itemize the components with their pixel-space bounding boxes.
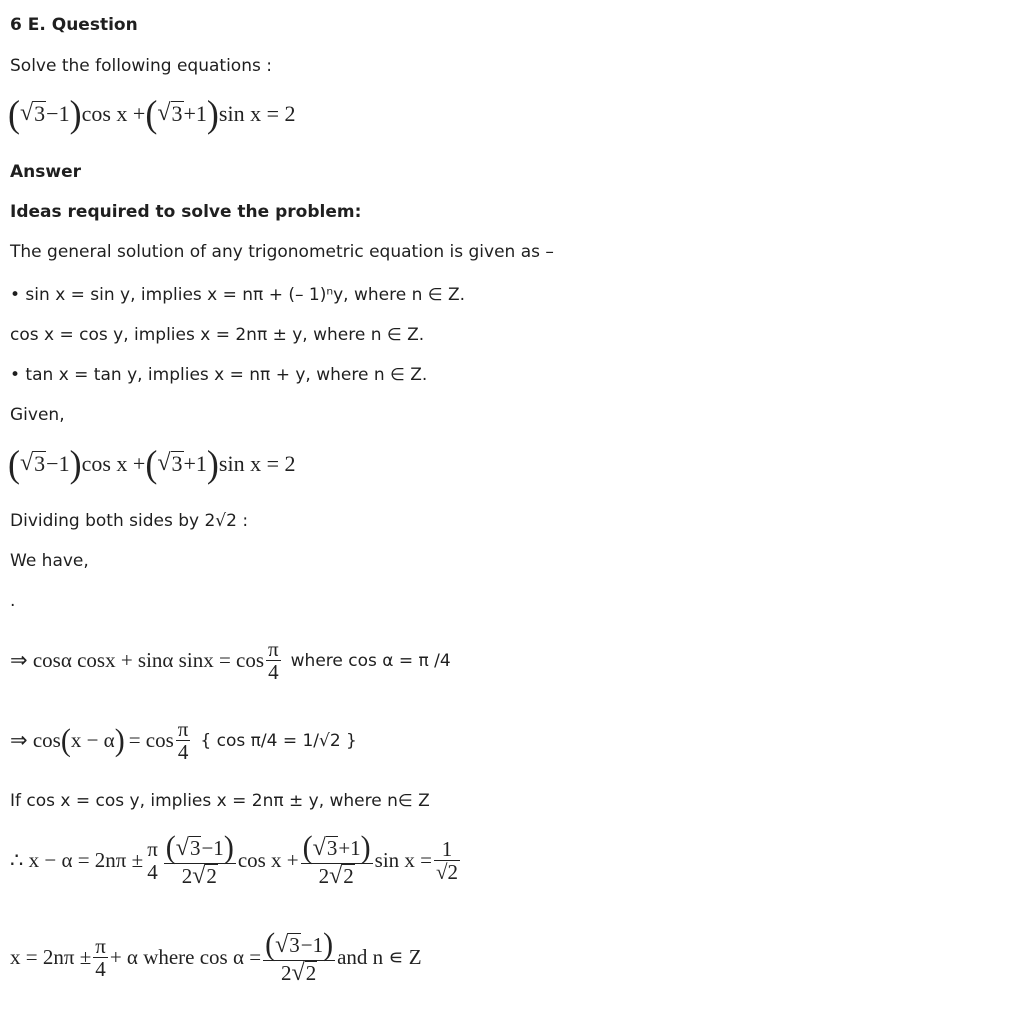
rule-tan: • tan x = tan y, implies x = nπ + y, where n ∈ Z. — [10, 365, 428, 385]
pi-over-4: $\frac{\pi}{4}$ — [147, 837, 158, 885]
paren-close: ) — [69, 93, 82, 135]
sqrt3-plus1-over-2sqrt2: ( √ 3 +1 ) 2 √ 2 — [302, 830, 371, 889]
paren-close: ) — [114, 722, 125, 758]
therefore-lhs: ∴ x − α = 2nπ ± — [10, 848, 144, 873]
cos-term: cos x + — [81, 101, 146, 126]
equation-final — [10, 927, 422, 986]
sqrt-3: √ 3 — [157, 450, 183, 477]
step2-rhs: = cos — [128, 728, 174, 753]
sqrt3-minus1-over-2sqrt2: ( √ 3 −1 ) 2 √ 2 — [265, 927, 334, 986]
question-title: 6 E. Question — [10, 15, 138, 35]
dot-mark: . — [10, 591, 16, 611]
sin-term: sin x = 2 — [218, 451, 296, 476]
minus-one: −1 — [46, 451, 70, 476]
cos-term: cos x + — [81, 451, 146, 476]
ideas-heading: Ideas required to solve the problem: — [10, 202, 362, 222]
we-have-text: We have, — [10, 551, 89, 571]
paren-close: ) — [206, 93, 219, 135]
equation-given-1 — [8, 93, 296, 135]
paren-open: ( — [145, 443, 158, 485]
paren-close: ) — [69, 443, 82, 485]
sqrt-3: √ 3 — [157, 100, 183, 127]
paren-close: ) — [206, 443, 219, 485]
cos-pi4-note: { cos π/4 = 1/√2 } — [200, 730, 357, 751]
cosx-plus: cos x + — [237, 848, 299, 873]
equation-given-2 — [8, 443, 296, 485]
pi-over-4: $\frac{\pi}{4}$ — [177, 717, 189, 765]
final-mid: + α where cos α = — [109, 945, 262, 970]
step2-mid: x − α — [70, 728, 115, 753]
sqrt-3: √ 3 — [20, 450, 46, 477]
equation-step-2 — [10, 718, 357, 763]
step1-lhs: ⇒ cosα cosx + sinα sinx = cos — [10, 648, 265, 673]
if-cos-text: If cos x = cos y, implies x = 2nπ ± y, where n∈ Z — [10, 791, 430, 811]
sin-term: sin x = 2 — [218, 101, 296, 126]
rule-cos: cos x = cos y, implies x = 2nπ ± y, where n ∈ Z. — [10, 325, 425, 345]
paren-open: ( — [8, 443, 20, 485]
dividing-text: Dividing both sides by 2√2 : — [10, 511, 249, 531]
plus-one: +1 — [183, 101, 207, 126]
one-over-sqrt2: $\frac{1}{√2}$ — [436, 837, 459, 885]
pi-over-4: $\frac{\pi}{4}$ — [95, 934, 106, 982]
final-rhs: and n ∊ Z — [337, 945, 422, 970]
paren-open: ( — [8, 93, 20, 135]
plus-one: +1 — [183, 451, 207, 476]
sqrt-3: √ 3 — [20, 100, 46, 127]
sinx-eq: sin x = — [374, 848, 433, 873]
given-label: Given, — [10, 405, 65, 425]
step2-lhs: ⇒ cos — [10, 728, 61, 753]
sqrt3-minus1-over-2sqrt2: ( √ 3 −1 ) 2 √ 2 — [165, 830, 234, 889]
equation-step-1 — [10, 638, 451, 683]
equation-therefore — [10, 830, 462, 889]
minus-one: −1 — [46, 101, 70, 126]
paren-open: ( — [145, 93, 158, 135]
paren-open: ( — [60, 722, 71, 758]
answer-heading: Answer — [10, 162, 81, 182]
pi-over-4: $\frac{\pi}{4}$ — [268, 637, 279, 685]
rule-sin: • sin x = sin y, implies x = nπ + (– 1)ⁿy, where n ∈ Z. — [10, 285, 466, 305]
final-lhs: x = 2nπ ± — [10, 945, 92, 970]
question-prompt: Solve the following equations : — [10, 56, 272, 76]
where-cos-alpha: where cos α = π /4 — [290, 650, 451, 671]
intro-text: The general solution of any trigonometric equation is given as – — [10, 242, 554, 262]
